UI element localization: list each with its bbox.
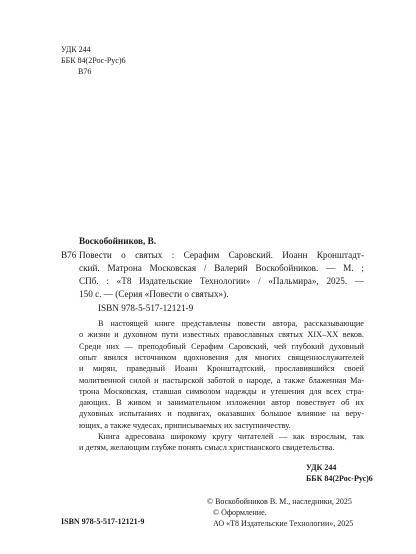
footer-isbn: ISBN 978-5-517-12121-9 [61, 517, 145, 526]
copyright-publisher: АО «Т8 Издательские Технологии», 2025 [213, 519, 354, 528]
catalog-description-line: ский. Матрона Московская / Валерий Воскобойников. — М. ; [79, 262, 364, 273]
annotation-line: опыт явился источником вдохновения для многих священнослужителей [79, 352, 364, 362]
catalog-description-line: 150 с. — (Серия «Повести о святых»). [79, 289, 229, 300]
annotation-line: В настоящей книге представлены повести автора, рассказывающие [98, 319, 364, 328]
copyright-design: © Оформление. [213, 508, 267, 517]
annotation-line: Книга адресована широкому кругу читателей — как взрослым, так [98, 432, 364, 441]
annotation-line: и мирян, праведный Иоанн Кронштадтский, прославившийся своей [79, 364, 364, 374]
catalog-cutter-mark: В76 [61, 249, 77, 260]
bottom-udk-code: УДК 244 [306, 463, 337, 472]
annotation-line: Среди них — преподобный Серафим Саровский, чей глубокий духовный [79, 341, 364, 351]
annotation-line: и детям, желающим глубже понять смысл христианского свидетельства. [79, 443, 335, 453]
bottom-bbk-code: ББК 84(2Рос-Рус)6 [306, 474, 373, 483]
copyright-author: © Воскобойников В. М., наследники, 2025 [207, 497, 352, 506]
annotation-line: о жизни и духовном пути известных православных святых XIX–XX веков. [79, 330, 364, 340]
catalog-description-line: СПб. : «Т8 Издательские Технологии» / «Пальмира», 2025. — [79, 275, 364, 286]
catalog-author: Воскобойников, В. [79, 236, 157, 246]
annotation-line: трона Московская, ставшая символом надежды и утешения для всех стра- [79, 386, 364, 396]
top-udk-code: УДК 244 [61, 45, 91, 54]
annotation-line: дающих. В живом и занимательном изложении автор повествует об их [79, 398, 364, 408]
top-cutter-code: В76 [78, 67, 92, 76]
annotation-line: духовных испытаниях и подвигах, оказавших большое влияние на веру- [79, 409, 364, 419]
annotation-line: ющих, а также чудесах, приписываемых их заступничеству. [79, 420, 291, 430]
catalog-description-line: Повести о святых : Серафим Саровский. Иоанн Кронштадт- [79, 249, 364, 260]
catalog-isbn: ISBN 978-5-517-12121-9 [98, 303, 194, 313]
annotation-line: молитвенной силой и пастырской заботой о народе, а также блаженная Ма- [79, 375, 364, 385]
top-bbk-code: ББК 84(2Рос-Рус)6 [61, 56, 126, 65]
